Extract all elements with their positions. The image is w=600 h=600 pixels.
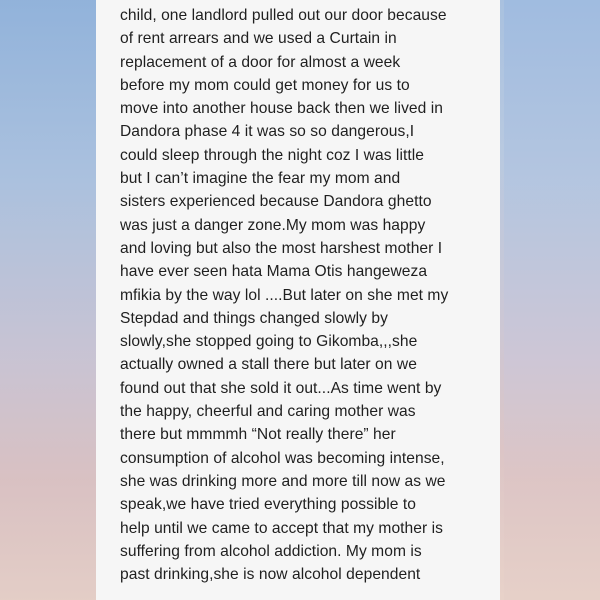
note-line: mfikia by the way lol ....But later on she met my	[120, 286, 449, 304]
note-line: could sleep through the night coz I was little	[120, 146, 424, 164]
note-line: Stepdad and things changed slowly by	[120, 309, 388, 327]
background-left-sky	[0, 0, 96, 600]
note-line: have ever seen hata Mama Otis hangeweza	[120, 263, 428, 281]
note-line: replacement of a door for almost a week	[120, 53, 401, 71]
note-line: past drinking,she is now alcohol dependent	[120, 566, 421, 584]
note-line: actually owned a stall there but later on we	[120, 356, 417, 374]
note-line: she was drinking more and more till now as we	[120, 472, 446, 490]
note-line: suffering from alcohol addiction. My mom is	[120, 542, 422, 560]
note-line: help until we came to accept that my mother is	[120, 519, 443, 537]
note-line: speak,we have tried everything possible to	[120, 496, 416, 514]
note-line: slowly,she stopped going to Gikomba,,,she	[120, 333, 418, 351]
note-line: sisters experienced because Dandora ghetto	[120, 193, 432, 211]
note-line: of rent arrears and we used a Curtain in	[120, 30, 397, 48]
note-line: Dandora phase 4 it was so so dangerous,I	[120, 123, 415, 141]
note-text-card	[96, 0, 500, 600]
note-line: and loving but also the most harshest mother I	[120, 239, 443, 257]
note-line: the happy, cheerful and caring mother was	[120, 403, 416, 421]
note-line: but I can’t imagine the fear my mom and	[120, 170, 401, 188]
note-line: was just a danger zone.My mom was happy	[120, 216, 426, 234]
note-line: there but mmmmh “Not really there” her	[120, 426, 396, 444]
note-line: child, one landlord pulled out our door because	[120, 7, 447, 24]
background-right-sky	[504, 0, 600, 600]
note-line: consumption of alcohol was becoming intense,	[120, 449, 445, 467]
note-line: move into another house back then we lived in	[120, 100, 443, 118]
note-line: found out that she sold it out...As time went by	[120, 379, 442, 397]
note-line: before my mom could get money for us to	[120, 76, 410, 94]
